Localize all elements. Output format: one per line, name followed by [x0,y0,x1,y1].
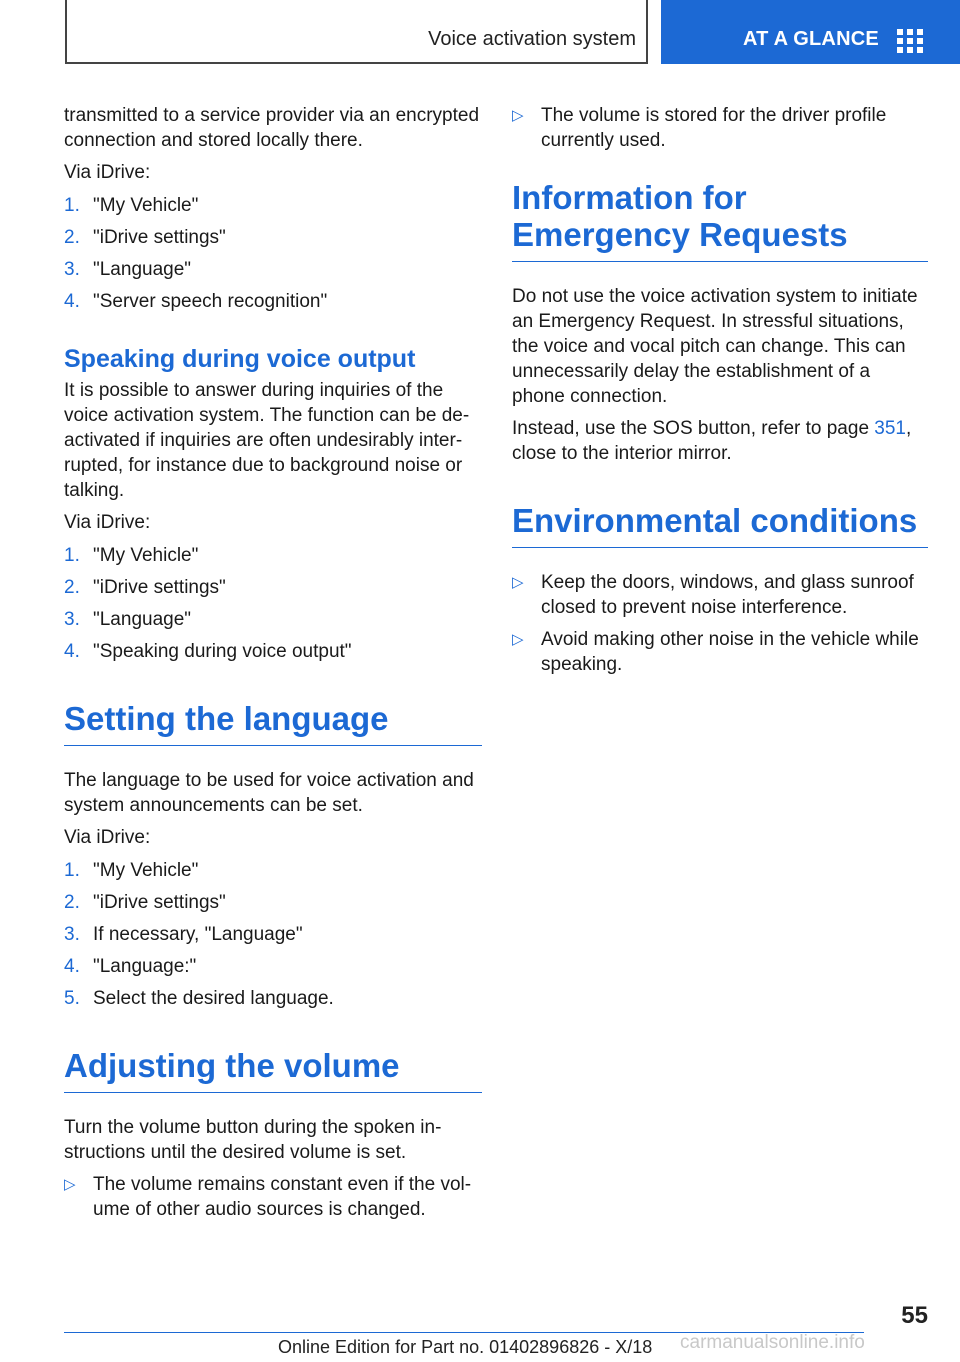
list-item: 2. "iDrive settings" [64,227,226,248]
list-item: 5. Select the desired language. [64,988,334,1009]
intro-paragraph: transmitted to a service provider via an encrypted connection and stored locally there. [64,105,480,151]
list-item: ▷ Avoid making other noise in the vehicle while speaking. [512,629,919,675]
triangle-right-icon: ▷ [64,1176,76,1193]
chapter-tab[interactable] [661,0,960,64]
list-item: 2. "iDrive settings" [64,577,226,598]
heading-language: Setting the language [64,700,482,746]
stored-bullets [512,103,928,153]
list-item: 1. "My Vehicle" [64,195,199,216]
triangle-right-icon: ▷ [512,107,524,124]
page-number: 55 [901,1302,928,1329]
section-title: Voice activation system [428,28,636,50]
list-item: ▷ The volume remains constant even if the volume of other audio sources is changed. [64,1174,472,1220]
right-column [512,103,928,684]
triangle-right-icon: ▷ [512,574,524,591]
list-item: 3. "Language" [64,609,192,630]
steps-list-2 [64,543,482,664]
heading-emergency: Information for Emergency Requests [512,179,928,262]
list-item: 4. "Server speech recognition" [64,291,328,312]
list-item: 2. "iDrive settings" [64,892,226,913]
emergency-paragraph-2: Instead, use the SOS button, refer to page 351, close to the interior mirror. [512,418,912,464]
list-item: ▷ The volume is stored for the driver profile currently used. [512,105,887,151]
list-item: 1. "My Vehicle" [64,545,199,566]
edition-text: Online Edition for Part no. 01402896826 - X/18 [278,1337,653,1357]
language-paragraph: The language to be used for voice activation and system announcements can be set. [64,770,474,816]
watermark: carmanualsonline.info [680,1332,865,1353]
volume-bullets [64,1172,482,1222]
chapter-tab-label: AT A GLANCE [743,28,879,50]
via-idrive-label: Via iDrive: [64,827,151,848]
via-idrive-label: Via iDrive: [64,162,151,183]
list-item: 3. "Language" [64,259,192,280]
via-idrive-label: Via iDrive: [64,512,151,533]
emergency-paragraph-1: Do not use the voice activation system to initiate an Emergency Request. In stressful situations, the voice and vocal pitch can change. This can unnecessarily delay the establishment of a phone connection. [512,286,918,407]
list-item: ▷ Keep the doors, windows, and glass sunroof closed to prevent noise interference. [512,572,914,618]
volume-paragraph: Turn the volume button during the spoken instructions until the desired volume is set. [64,1117,442,1163]
triangle-right-icon: ▷ [512,631,524,648]
steps-list-1 [64,193,482,314]
list-item: 4. "Language:" [64,956,197,977]
list-item: 3. If necessary, "Language" [64,924,303,945]
environment-bullets [512,570,928,677]
list-item: 1. "My Vehicle" [64,860,199,881]
heading-volume: Adjusting the volume [64,1047,482,1093]
page-link[interactable]: 351 [874,418,906,439]
heading-environment: Environmental conditions [512,502,928,548]
heading-speaking: Speaking during voice output [64,345,416,373]
left-column [64,103,482,1229]
speaking-paragraph: It is possible to answer during inquiries of the voice activation system. The function can be deactivated if inquiries are often undesirably interrupted, for instance due to background noise or talking. [64,380,470,501]
steps-list-3 [64,858,482,1011]
list-item: 4. "Speaking during voice output" [64,641,352,662]
grid-icon[interactable] [897,29,925,53]
